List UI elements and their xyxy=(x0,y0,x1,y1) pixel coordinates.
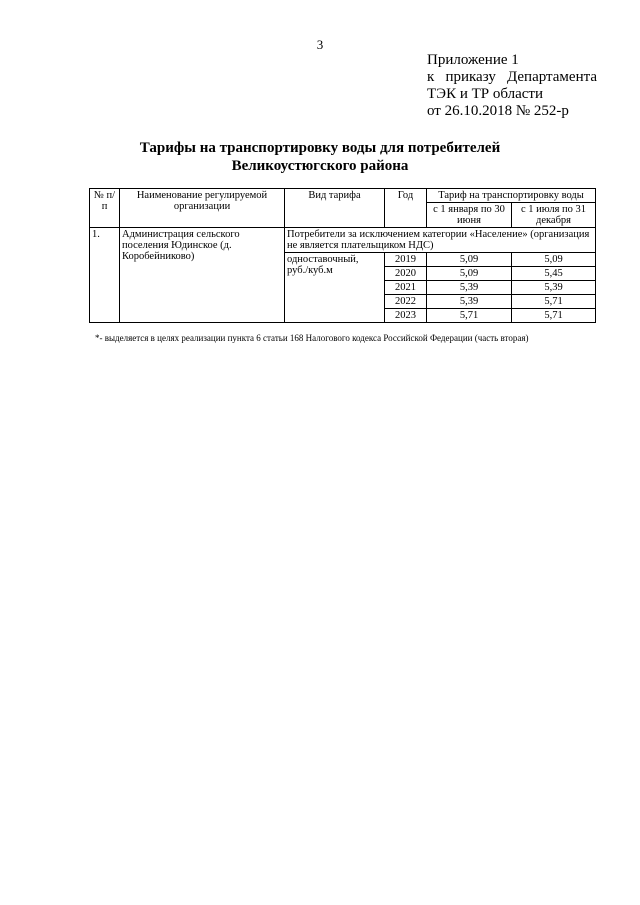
tariff-h2-cell: 5,71 xyxy=(512,295,596,309)
tariff-h1-cell: 5,09 xyxy=(427,253,512,267)
header-num: № п/п xyxy=(90,189,120,228)
org-name: Администрация сельского поселения Юдинское (д. Коробейниково) xyxy=(120,228,285,323)
appendix-word: приказу xyxy=(445,69,496,85)
year-cell: 2020 xyxy=(385,267,427,281)
year-cell: 2021 xyxy=(385,281,427,295)
header-tariff-type: Вид тарифа xyxy=(285,189,385,228)
tariff-h1-cell: 5,39 xyxy=(427,281,512,295)
tariff-h2-cell: 5,09 xyxy=(512,253,596,267)
appendix-date-number: от 26.10.2018 № 252-р xyxy=(427,103,569,119)
consumer-note: Потребители за исключением категории «Население» (организация не является плательщиком НДС) xyxy=(285,228,596,253)
year-cell: 2019 xyxy=(385,253,427,267)
document-title xyxy=(0,139,640,175)
tariff-h1-cell: 5,71 xyxy=(427,309,512,323)
appendix-order-line xyxy=(427,69,597,86)
year-cell: 2023 xyxy=(385,309,427,323)
appendix-title: Приложение 1 xyxy=(427,52,519,68)
tariff-h2-cell: 5,45 xyxy=(512,267,596,281)
document-title-line: Тарифы на транспортировку воды для потребителей xyxy=(139,140,501,156)
tariff-h2-cell: 5,71 xyxy=(512,309,596,323)
tariff-h1-cell: 5,09 xyxy=(427,267,512,281)
row-num: 1. xyxy=(90,228,120,323)
year-cell: 2022 xyxy=(385,295,427,309)
appendix-word: Департамента xyxy=(506,69,597,85)
header-period-1: с 1 января по 30 июня xyxy=(427,203,512,228)
tariff-h1-cell: 5,39 xyxy=(427,295,512,309)
header-period-2: с 1 июля по 31 декабря xyxy=(512,203,596,228)
header-year: Год xyxy=(385,189,427,228)
tariff-type: одноставочный, руб./куб.м xyxy=(285,253,385,323)
appendix-header xyxy=(427,52,627,120)
page-number: 3 xyxy=(316,37,324,52)
tariff-h2-cell: 5,39 xyxy=(512,281,596,295)
header-org: Наименование регулируемой организации xyxy=(120,189,285,228)
appendix-word: к xyxy=(427,69,435,85)
tariff-table xyxy=(89,188,596,323)
header-tariff-group: Тариф на транспортировку воды xyxy=(427,189,596,203)
appendix-department: ТЭК и ТР области xyxy=(427,86,543,102)
document-title-line: Великоустюгского района xyxy=(231,158,409,174)
footnote: *- выделяется в целях реализации пункта 6 статьи 168 Налогового кодекса Российской Федерации (часть вторая) xyxy=(95,333,529,343)
